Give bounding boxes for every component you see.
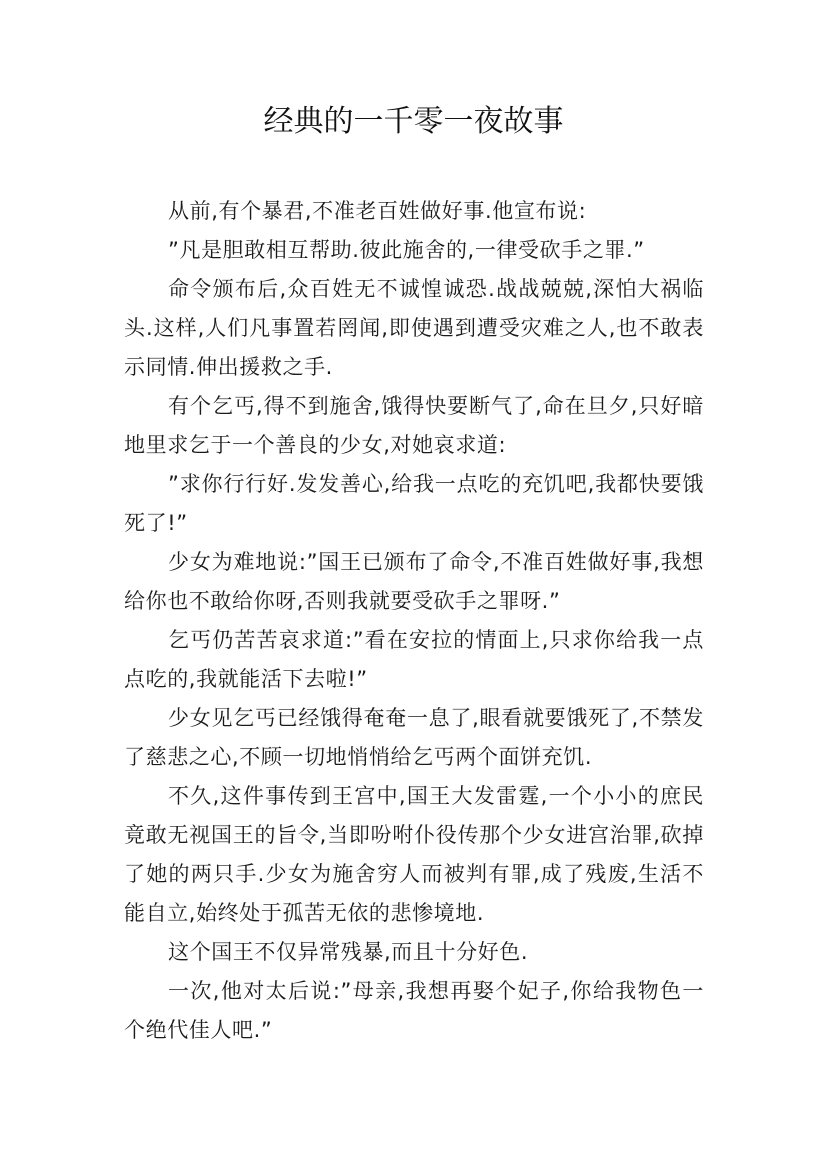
document-title: 经典的一千零一夜故事 — [263, 104, 564, 139]
paragraph: 有个乞丐,得不到施舍,饿得快要断气了,命在旦夕,只好暗地里求乞于一个善良的少女,对她哀求道: — [124, 394, 704, 457]
paragraph: 这个国王不仅异常残暴,而且十分好色. — [168, 940, 529, 964]
paragraph: 一次,他对太后说:”母亲,我想再娶个妃子,你给我物色一个绝代佳人吧.” — [124, 979, 704, 1042]
paragraph: 命令颁布后,众百姓无不诚惶诚恐.战战兢兢,深怕大祸临头.这样,人们凡事置若罔闻,即使遇到遭受灾难之人,也不敢表示同情.伸出援救之手. — [124, 277, 704, 379]
paragraph: 从前,有个暴君,不准老百姓做好事.他宣布说: — [168, 199, 587, 223]
paragraph: 不久,这件事传到王宫中,国王大发雷霆,一个小小的庶民竟敢无视国王的旨令,当即吩咐仆役传那个少女进宫治罪,砍掉了她的两只手.少女为施舍穷人而被判有罪,成了残废,生活不能自立,始终处于孤苦无依的悲惨境地. — [124, 784, 704, 925]
paragraph: 乞丐仍苦苦哀求道:”看在安拉的情面上,只求你给我一点点吃的,我就能活下去啦!” — [124, 628, 704, 691]
paragraph: ”凡是胆敢相互帮助.彼此施舍的,一律受砍手之罪.” — [168, 238, 645, 262]
paragraph: 少女为难地说:”国王已颁布了命令,不准百姓做好事,我想给你也不敢给你呀,否则我就要受砍手之罪呀.” — [124, 550, 704, 613]
document-body — [124, 192, 704, 1050]
paragraph: ”求你行行好.发发善心,给我一点吃的充饥吧,我都快要饿死了!” — [124, 472, 704, 535]
paragraph: 少女见乞丐已经饿得奄奄一息了,眼看就要饿死了,不禁发了慈悲之心,不顾一切地悄悄给乞丐两个面饼充饥. — [124, 706, 704, 769]
